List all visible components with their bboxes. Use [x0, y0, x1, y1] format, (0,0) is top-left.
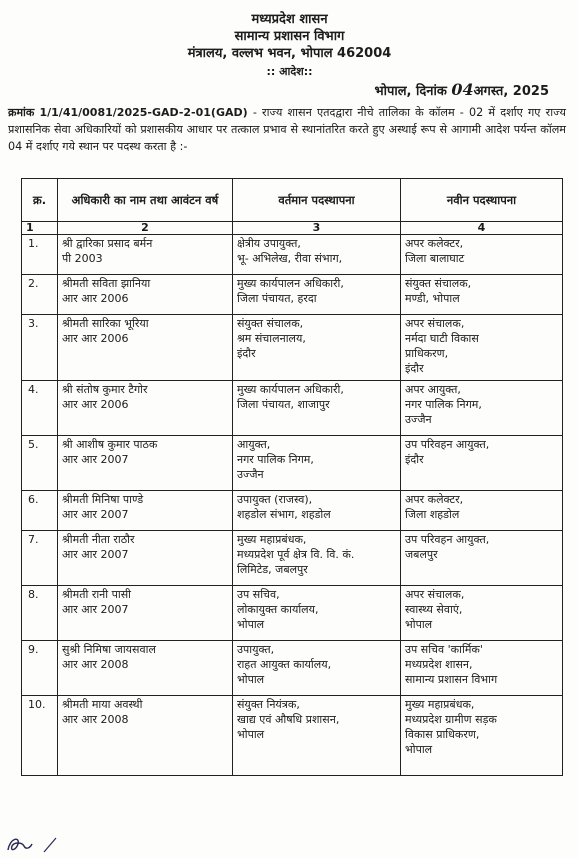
serial-cell	[22, 696, 58, 776]
date-prefix: भोपाल, दिनांक	[374, 84, 447, 99]
officer-name: श्री संतोष कुमार टैगोर	[62, 383, 148, 396]
table-header-row	[22, 179, 563, 222]
new-posting-line: इंदौर	[405, 362, 424, 375]
allotment-year: आर आर 2008	[62, 713, 129, 726]
serial-number: 4.	[28, 383, 39, 396]
officer-name: श्रीमती रानी पासी	[62, 588, 132, 601]
table-row	[22, 491, 563, 531]
col-header-officer: अधिकारी का नाम तथा आवंटन वर्ष	[58, 179, 233, 222]
officer-name: श्रीमती मिनिषा पाण्डे	[62, 493, 144, 506]
officer-cell	[58, 696, 233, 776]
officer-cell	[58, 586, 233, 641]
col-number: 4	[401, 222, 563, 235]
new-posting-cell	[401, 235, 563, 275]
new-posting-line: प्राधिकरण,	[405, 347, 449, 360]
new-posting-line: मण्डी, भोपाल	[405, 292, 460, 305]
new-posting-line: जबलपुर	[405, 548, 438, 561]
officer-cell	[58, 531, 233, 586]
new-posting-line: उज्जैन	[405, 413, 432, 426]
new-posting-line: भोपाल	[405, 743, 433, 756]
current-posting-line: मुख्य कार्यपालन अधिकारी,	[237, 383, 344, 396]
serial-cell	[22, 491, 58, 531]
col-header-sn: क्र.	[22, 179, 58, 222]
new-posting-cell	[401, 586, 563, 641]
new-posting-line: भोपाल	[405, 618, 433, 631]
allotment-year: आर आर 2006	[62, 332, 129, 345]
order-number: 1/1/41/0081/2025-GAD-2-01(GAD)	[39, 106, 248, 119]
serial-cell	[22, 235, 58, 275]
department-title: सामान्य प्रशासन विभाग	[234, 29, 345, 44]
serial-number: 3.	[28, 317, 39, 330]
current-posting-line: राहत आयुक्त कार्यालय,	[237, 658, 332, 671]
officer-cell	[58, 641, 233, 696]
current-posting-cell	[233, 235, 401, 275]
allotment-year: आर आर 2007	[62, 603, 129, 616]
new-posting-line: जिला शहडोल	[405, 508, 460, 521]
officer-cell	[58, 491, 233, 531]
current-posting-line: जिला पंचायत, शाजापुर	[237, 398, 330, 411]
current-posting-cell	[233, 531, 401, 586]
new-posting-cell	[401, 491, 563, 531]
column-number-row	[22, 222, 563, 235]
date-suffix: अगस्त, 2025	[473, 84, 549, 99]
current-posting-line: उपायुक्त (राजस्व),	[237, 493, 313, 506]
current-posting-cell	[233, 275, 401, 315]
new-posting-line: अपर आयुक्त,	[405, 383, 461, 396]
current-posting-line: लिमिटेड, जबलपुर	[237, 563, 308, 576]
current-posting-cell	[233, 315, 401, 381]
current-posting-cell	[233, 586, 401, 641]
date-day-handwritten: 04	[451, 80, 474, 99]
new-posting-cell	[401, 436, 563, 491]
new-posting-cell	[401, 696, 563, 776]
officer-name: श्रीमती माया अवस्थी	[62, 698, 143, 711]
current-posting-line: भू- अभिलेख, रीवा संभाग,	[237, 252, 343, 265]
current-posting-line: मध्यप्रदेश पूर्व क्षेत्र वि. वि. कं.	[237, 548, 355, 561]
order-heading: :: आदेश::	[266, 65, 313, 78]
officer-name: श्री आशीष कुमार पाठक	[62, 438, 158, 451]
officer-cell	[58, 381, 233, 436]
serial-cell	[22, 381, 58, 436]
current-posting-cell	[233, 381, 401, 436]
current-posting-line: भोपाल	[237, 728, 265, 741]
serial-cell	[22, 586, 58, 641]
new-posting-cell	[401, 275, 563, 315]
current-posting-line: मुख्य महाप्रबंधक,	[237, 533, 307, 546]
new-posting-line: स्वास्थ्य सेवाएं,	[405, 603, 463, 616]
new-posting-line: उप परिवहन आयुक्त,	[405, 438, 490, 451]
officer-name: सुश्री निमिषा जायसवाल	[62, 643, 156, 656]
transfer-table	[21, 178, 563, 776]
officer-cell	[58, 315, 233, 381]
serial-cell	[22, 315, 58, 381]
serial-cell	[22, 275, 58, 315]
current-posting-line: इंदौर	[237, 347, 256, 360]
table-row	[22, 696, 563, 776]
table-row	[22, 586, 563, 641]
current-posting-cell	[233, 696, 401, 776]
new-posting-line: उप परिवहन आयुक्त,	[405, 533, 490, 546]
serial-number: 10.	[28, 698, 46, 711]
table-row	[22, 531, 563, 586]
new-posting-line: जिला बालाघाट	[405, 252, 465, 265]
table-row	[22, 235, 563, 275]
allotment-year: आर आर 2007	[62, 453, 129, 466]
new-posting-line: विकास प्राधिकरण,	[405, 728, 480, 741]
new-posting-line: मुख्य महाप्रबंधक,	[405, 698, 475, 711]
new-posting-cell	[401, 641, 563, 696]
allotment-year: पी 2003	[62, 252, 103, 265]
new-posting-line: अपर संचालक,	[405, 588, 465, 601]
current-posting-line: मुख्य कार्यपालन अधिकारी,	[237, 277, 344, 290]
address-line: मंत्रालय, वल्लभ भवन, भोपाल 462004	[187, 46, 392, 61]
current-posting-line: उपायुक्त,	[237, 643, 275, 656]
current-posting-line: भोपाल	[237, 673, 265, 686]
new-posting-line: संयुक्त संचालक,	[405, 277, 472, 290]
current-posting-line: आयुक्त,	[237, 438, 271, 451]
officer-cell	[58, 235, 233, 275]
current-posting-line: उज्जैन	[237, 468, 264, 481]
current-posting-cell	[233, 641, 401, 696]
serial-number: 6.	[28, 493, 39, 506]
new-posting-line: अपर कलेक्टर,	[405, 237, 464, 250]
serial-cell	[22, 641, 58, 696]
govt-title: मध्यप्रदेश शासन	[251, 12, 328, 27]
order-paragraph	[8, 104, 566, 155]
current-posting-line: उप सचिव,	[237, 588, 280, 601]
new-posting-line: अपर संचालक,	[405, 317, 465, 330]
serial-cell	[22, 436, 58, 491]
kramank-label: क्रमांक	[8, 106, 35, 119]
order-body: - राज्य शासन एतदद्वारा नीचे तालिका के कॉलम - 02 में दर्शाए गए राज्य प्रशासनिक सेवा अधिकारियों को प्रशासकीय आधार पर तत्काल प्रभाव से स्थानांतरित करते हुए अस्थाई रूप से आगामी आदेश पर्यन्त कॉलम 04 में दर्शाए गये स्थान पर पदस्थ करता है :-	[8, 106, 566, 153]
table-body	[22, 235, 563, 776]
serial-number: 7.	[28, 533, 39, 546]
current-posting-line: लोकायुक्त कार्यालय,	[237, 603, 319, 616]
current-posting-cell	[233, 491, 401, 531]
serial-number: 2.	[28, 277, 39, 290]
current-posting-line: संयुक्त संचालक,	[237, 317, 304, 330]
col-number: 1	[22, 222, 58, 235]
current-posting-line: जिला पंचायत, हरदा	[237, 292, 317, 305]
officer-cell	[58, 275, 233, 315]
officer-name: श्रीमती सविता झानिया	[62, 277, 151, 290]
new-posting-line: इंदौर	[405, 453, 424, 466]
serial-cell	[22, 531, 58, 586]
allotment-year: आर आर 2006	[62, 292, 129, 305]
officer-cell	[58, 436, 233, 491]
serial-number: 5.	[28, 438, 39, 451]
allotment-year: आर आर 2007	[62, 508, 129, 521]
new-posting-cell	[401, 381, 563, 436]
current-posting-line: शहडोल संभाग, शहडोल	[237, 508, 331, 521]
current-posting-cell	[233, 436, 401, 491]
signature-mark	[4, 830, 84, 856]
table-row	[22, 381, 563, 436]
new-posting-line: नगर पालिक निगम,	[405, 398, 482, 411]
new-posting-cell	[401, 531, 563, 586]
serial-number: 8.	[28, 588, 39, 601]
new-posting-cell	[401, 315, 563, 381]
table-row	[22, 315, 563, 381]
current-posting-line: खाद्य एवं औषधि प्रशासन,	[237, 713, 340, 726]
current-posting-line: क्षेत्रीय उपायुक्त,	[237, 237, 301, 250]
new-posting-line: अपर कलेक्टर,	[405, 493, 464, 506]
officer-name: श्री द्वारिका प्रसाद बर्मन	[62, 237, 153, 250]
col-number: 3	[233, 222, 401, 235]
new-posting-line: मध्यप्रदेश ग्रामीण सड़क	[405, 713, 497, 726]
table-row	[22, 275, 563, 315]
date-line	[374, 80, 549, 99]
allotment-year: आर आर 2007	[62, 548, 129, 561]
current-posting-line: नगर पालिक निगम,	[237, 453, 314, 466]
new-posting-line: मध्यप्रदेश शासन,	[405, 658, 473, 671]
allotment-year: आर आर 2008	[62, 658, 129, 671]
officer-name: श्रीमती सारिका भूरिया	[62, 317, 149, 330]
table-row	[22, 436, 563, 491]
col-header-new-posting: नवीन पदस्थापना	[401, 179, 563, 222]
officer-name: श्रीमती नीता राठौर	[62, 533, 135, 546]
serial-number: 1.	[28, 237, 39, 250]
current-posting-line: श्रम संचालनालय,	[237, 332, 306, 345]
new-posting-line: सामान्य प्रशासन विभाग	[405, 673, 498, 686]
current-posting-line: भोपाल	[237, 618, 265, 631]
new-posting-line: उप सचिव 'कार्मिक'	[405, 643, 483, 656]
col-number: 2	[58, 222, 233, 235]
serial-number: 9.	[28, 643, 39, 656]
new-posting-line: नर्मदा घाटी विकास	[405, 332, 479, 345]
current-posting-line: संयुक्त नियंत्रक,	[237, 698, 300, 711]
table-row	[22, 641, 563, 696]
allotment-year: आर आर 2006	[62, 398, 129, 411]
col-header-current-posting: वर्तमान पदस्थापना	[233, 179, 401, 222]
